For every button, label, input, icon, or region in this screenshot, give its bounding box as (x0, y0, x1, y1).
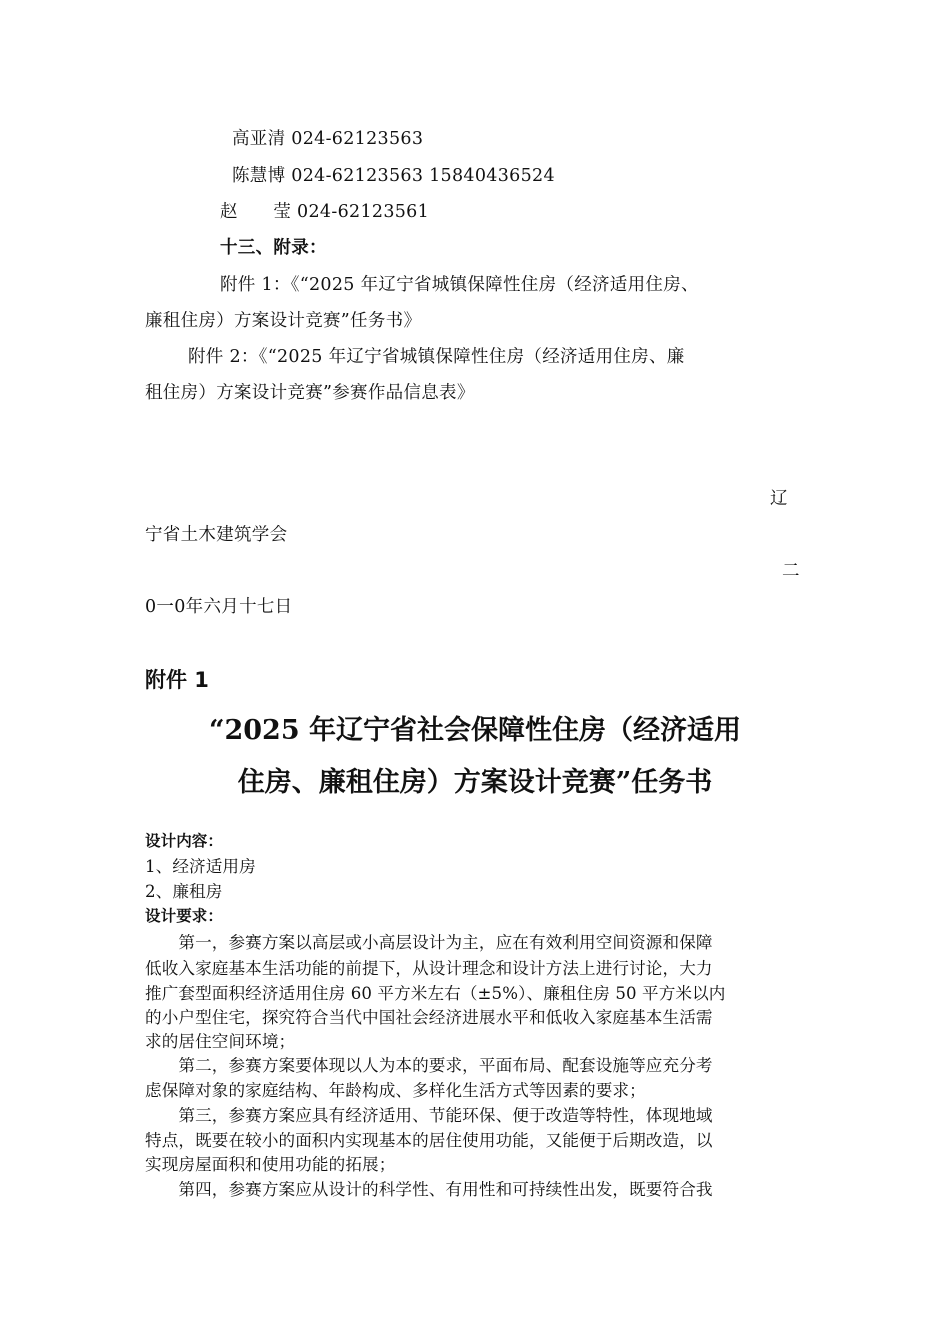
requirement-line: 第四，参赛方案应从设计的科学性、有用性和可持续性出发，既要符合我 (145, 1180, 713, 1199)
appendix-item-2-cont: 租住房）方案设计竞赛”参赛作品信息表》 (145, 383, 475, 403)
requirement-line: 实现房屋面积和使用功能的拓展； (145, 1155, 396, 1174)
appendix-heading: 十三、附录： (220, 238, 327, 258)
requirement-line: 求的居住空间环境； (145, 1032, 296, 1051)
requirement-line: 特点，既要在较小的面积内实现基本的居住使用功能，又能便于后期改造，以 (145, 1131, 713, 1150)
signature-date-part1: 二 (782, 561, 800, 581)
design-item: 2、廉租房 (145, 882, 223, 901)
requirement-line: 推广套型面积经济适用住房 60 平方米左右（±5%）、廉租住房 50 平方米以内 (145, 984, 726, 1003)
requirement-line: 虑保障对象的家庭结构、年龄构成、多样化生活方式等因素的要求； (145, 1081, 646, 1100)
requirement-line: 第三，参赛方案应具有经济适用、节能环保、便于改造等特性，体现地域 (145, 1106, 713, 1125)
appendix-item-1-cont: 廉租住房）方案设计竞赛”任务书》 (145, 311, 422, 331)
requirement-line: 第二，参赛方案要体现以人为本的要求，平面布局、配套设施等应充分考 (145, 1056, 713, 1075)
signature-org-part1: 辽 (770, 489, 788, 509)
contact-line: 赵 莹 024-62123561 (220, 202, 430, 222)
requirement-line: 第一，参赛方案以高层或小高层设计为主，应在有效利用空间资源和保障 (145, 933, 713, 952)
attachment-label: 附件 1 (145, 668, 209, 692)
attachment-title-line2: 住房、廉租住房）方案设计竞赛”任务书 (237, 767, 713, 798)
design-item: 1、经济适用房 (145, 857, 256, 876)
design-requirements-heading: 设计要求： (145, 907, 224, 925)
signature-org-part2: 宁省土木建筑学会 (145, 525, 288, 545)
appendix-item-1: 附件 1：《“2025 年辽宁省城镇保障性住房（经济适用住房、 (220, 275, 699, 295)
contact-line: 陈慧博 024-62123563 15840436524 (232, 166, 555, 186)
contact-line: 高亚清 024-62123563 (232, 129, 424, 149)
requirement-line: 低收入家庭基本生活功能的前提下，从设计理念和设计方法上进行讨论，大力 (145, 959, 713, 978)
appendix-item-2: 附件 2：《“2025 年辽宁省城镇保障性住房（经济适用住房、廉 (188, 347, 685, 367)
requirement-line: 的小户型住宅，探究符合当代中国社会经济进展水平和低收入家庭基本生活需 (145, 1008, 713, 1027)
attachment-title-line1: “2025 年辽宁省社会保障性住房（经济适用 (208, 715, 742, 746)
signature-date-part2: 0一0年六月十七日 (145, 597, 293, 617)
design-content-heading: 设计内容： (145, 832, 224, 850)
